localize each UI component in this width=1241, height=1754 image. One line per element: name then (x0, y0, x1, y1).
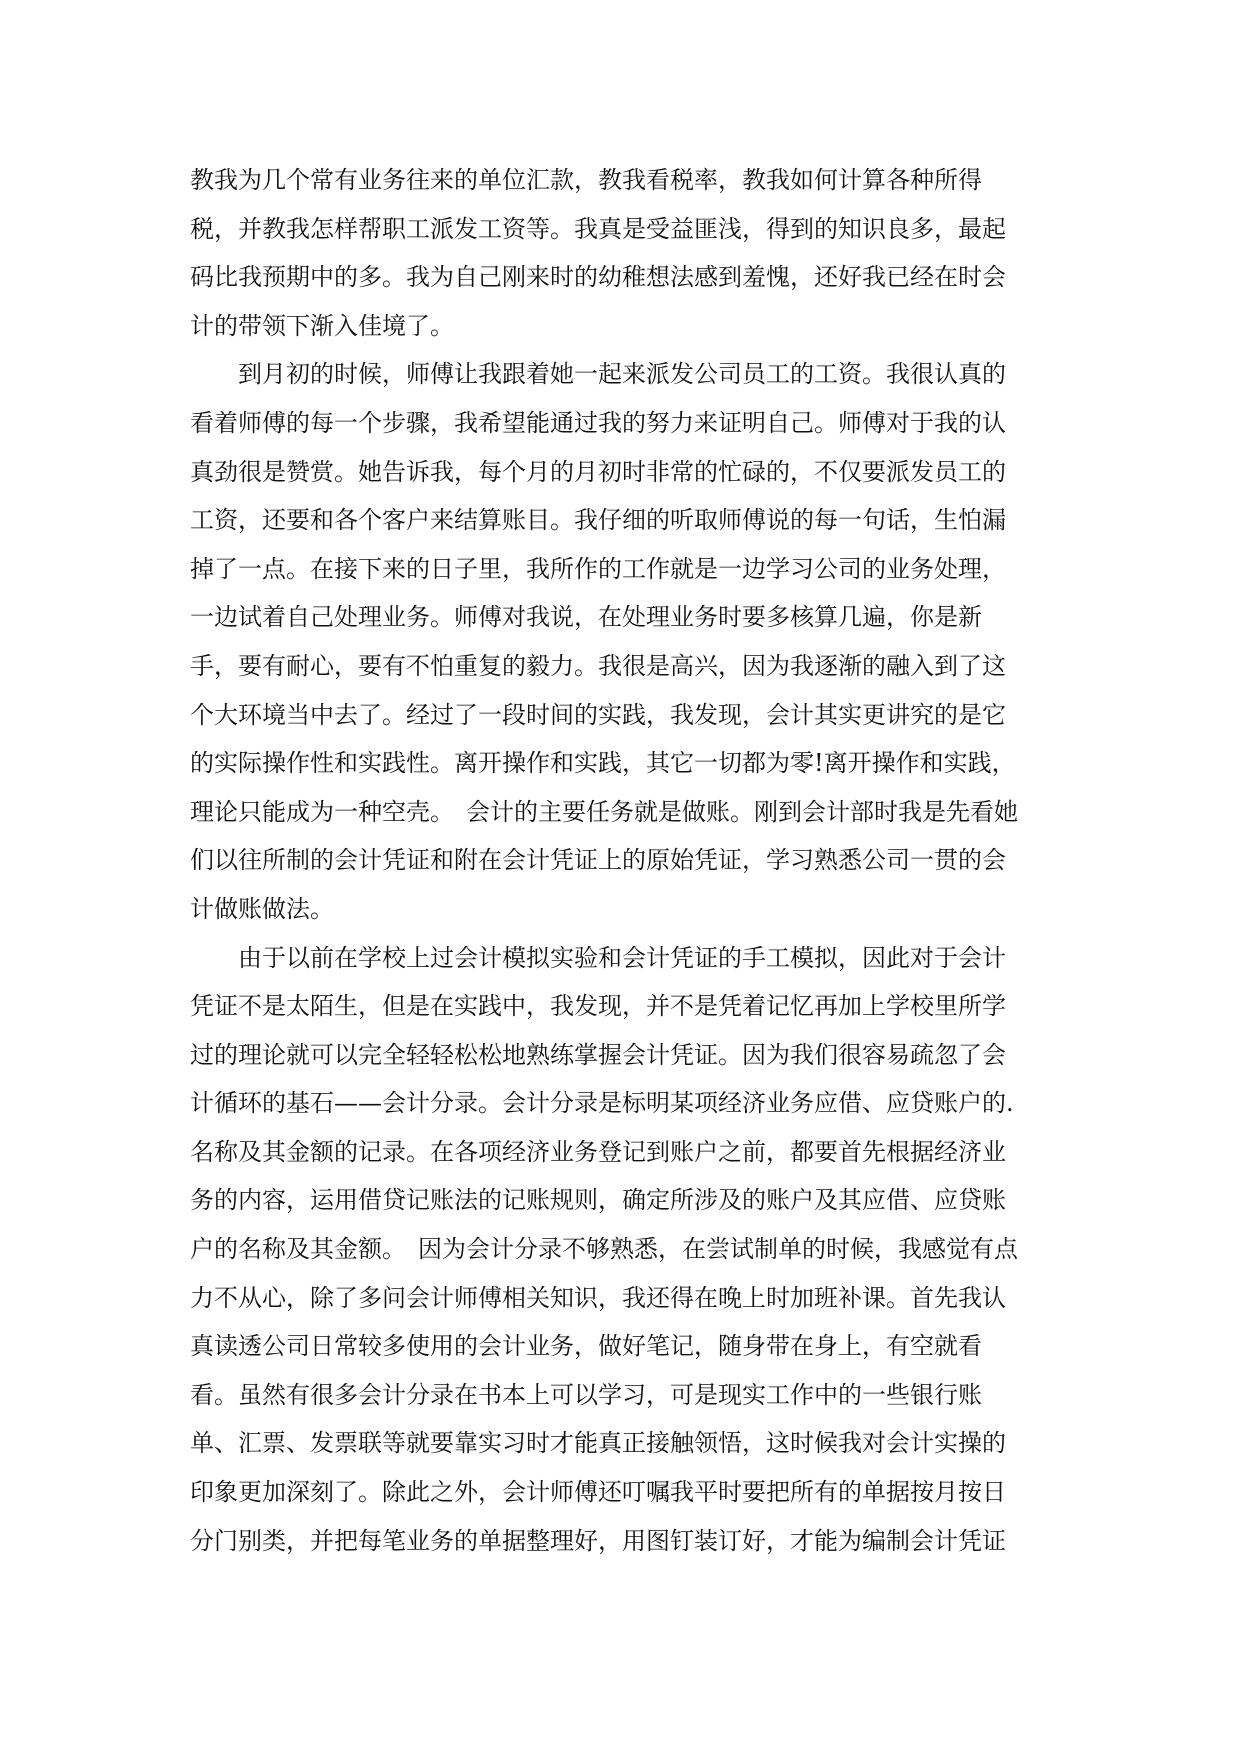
body-text (190, 156, 1070, 1565)
text-line: 务的内容，运用借贷记账法的记账规则，确定所涉及的账户及其应借、应贷账 (190, 1186, 1006, 1215)
text-line: 们以往所制的会计凭证和附在会计凭证上的原始凭证，学习熟悉公司一贯的会 (190, 846, 1006, 875)
text-line: 税，并教我怎样帮职工派发工资等。我真是受益匪浅，得到的知识良多，最起 (190, 214, 1006, 243)
text-line: 手，要有耐心，要有不怕重复的毅力。我很是高兴，因为我逐渐的融入到了这 (190, 651, 1006, 680)
text-line: 名称及其金额的记录。在各项经济业务登记到账户之前，都要首先根据经济业 (190, 1137, 1006, 1166)
text-line: 到月初的时候，师傅让我跟着她一起来派发公司员工的工资。我很认真的 (190, 360, 1006, 389)
text-line: 教我为几个常有业务往来的单位汇款，教我看税率，教我如何计算各种所得 (190, 166, 982, 194)
text-line: 印象更加深刻了。除此之外，会计师傅还叮嘱我平时要把所有的单据按月按日 (190, 1478, 1006, 1507)
text-line: 真劲很是赞赏。她告诉我，每个月的月初时非常的忙碌的，不仅要派发员工的 (190, 457, 1006, 486)
text-line: 力不从心，除了多问会计师傅相关知识，我还得在晚上时加班补课。首先我认 (190, 1283, 1006, 1312)
text-line: 真读透公司日常较多使用的会计业务，做好笔记，随身带在身上，有空就看 (190, 1332, 982, 1361)
text-line: 凭证不是太陌生，但是在实践中，我发现，并不是凭着记忆再加上学校里所学 (190, 992, 1006, 1021)
text-line: 过的理论就可以完全轻轻松松地熟练掌握会计凭证。因为我们很容易疏忽了会 (190, 1040, 1006, 1069)
text-line: 工资，还要和各个客户来结算账目。我仔细的听取师傅说的每一句话，生怕漏 (190, 506, 1006, 535)
text-line: 户的名称及其金额。 因为会计分录不够熟悉，在尝试制单的时候，我感觉有点 (190, 1235, 1018, 1264)
text-line: 计做账做法。 (190, 894, 334, 923)
text-line: 计的带领下渐入佳境了。 (190, 311, 454, 340)
text-line: 个大环境当中去了。经过了一段时间的实践，我发现，会计其实更讲究的是它 (190, 700, 1006, 729)
text-line: 看。虽然有很多会计分录在书本上可以学习，可是现实工作中的一些银行账 (190, 1380, 982, 1409)
text-line: 看着师傅的每一个步骤，我希望能通过我的努力来证明自己。师傅对于我的认 (190, 408, 1006, 437)
text-line: 分门别类，并把每笔业务的单据整理好，用图钉装订好，才能为编制会计凭证 (190, 1526, 1006, 1555)
text-line: 计循环的基石——会计分录。会计分录是标明某项经济业务应借、应贷账户的. (190, 1089, 1014, 1118)
text-line: 码比我预期中的多。我为自己刚来时的幼稚想法感到羞愧，还好我已经在时会 (190, 263, 1006, 292)
text-line: 掉了一点。在接下来的日子里，我所作的工作就是一边学习公司的业务处理， (190, 554, 1006, 583)
text-line: 的实际操作性和实践性。离开操作和实践，其它一切都为零!离开操作和实践， (190, 749, 1016, 778)
text-line: 一边试着自己处理业务。师傅对我说，在处理业务时要多核算几遍，你是新 (190, 603, 982, 632)
text-line: 理论只能成为一种空壳。 会计的主要任务就是做账。刚到会计部时我是先看她 (190, 797, 1018, 826)
text-line: 由于以前在学校上过会计模拟实验和会计凭证的手工模拟，因此对于会计 (190, 943, 1006, 972)
text-line: 单、汇票、发票联等就要靠实习时才能真正接触领悟，这时候我对会计实操的 (190, 1429, 1006, 1458)
